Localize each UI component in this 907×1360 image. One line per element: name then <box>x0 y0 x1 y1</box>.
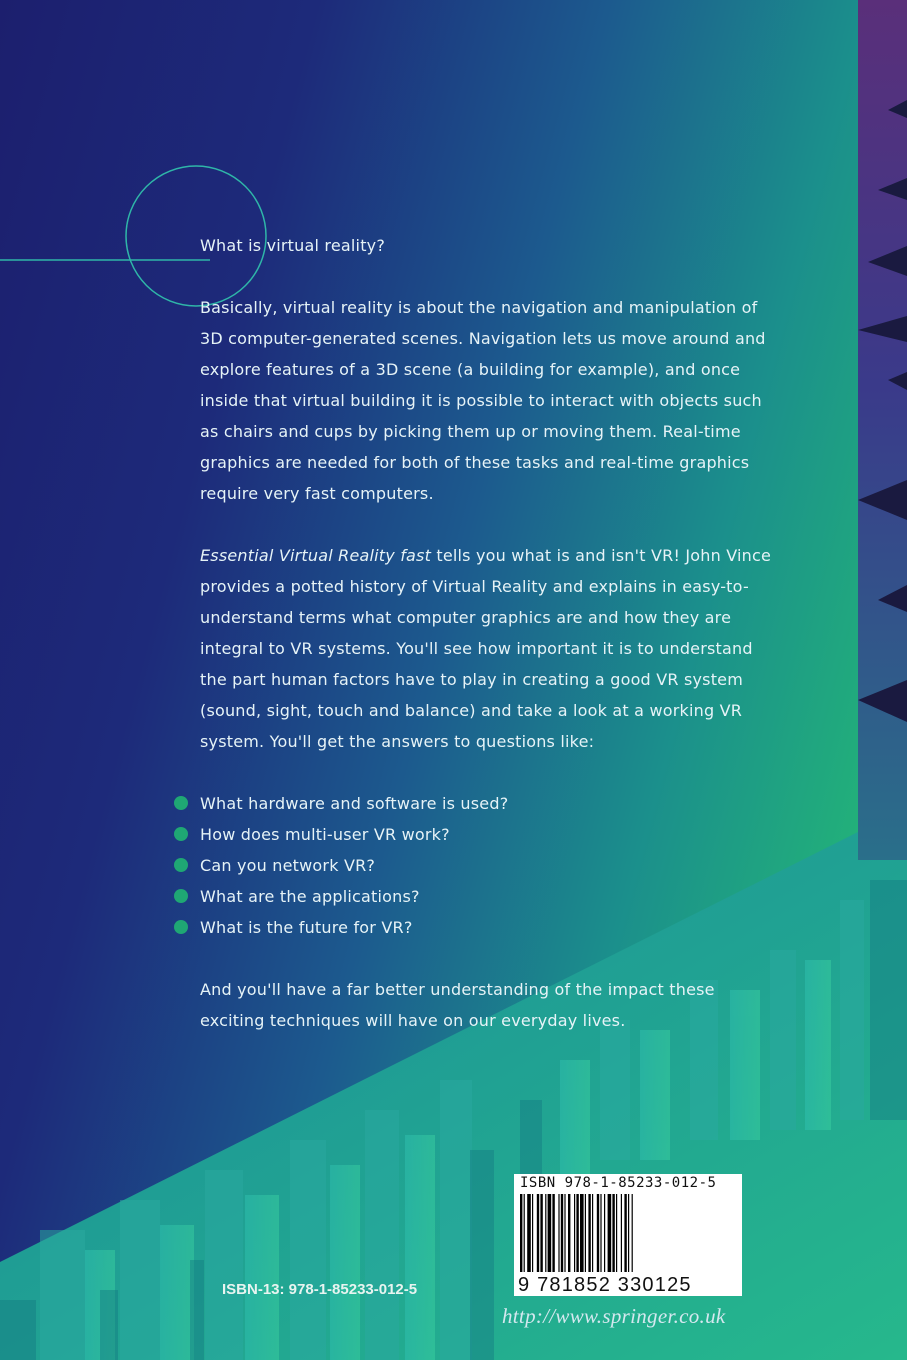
barcode-bar <box>580 1194 584 1272</box>
barcode-bar <box>558 1194 559 1272</box>
barcode-bar <box>616 1194 617 1272</box>
bullet-icon <box>174 827 188 841</box>
barcode-bar <box>527 1194 531 1272</box>
barcode-bar <box>545 1194 546 1272</box>
bullet-icon <box>174 920 188 934</box>
barcode-bar <box>604 1194 605 1272</box>
barcode-bar <box>564 1194 565 1272</box>
closing-paragraph: And you'll have a far better understanding of the impact these exciting techniques will have on our everyday lives. <box>200 980 715 1030</box>
barcode-bar <box>600 1194 601 1272</box>
barcode-bar <box>624 1194 626 1272</box>
list-item: Can you network VR? <box>200 850 780 881</box>
barcode-bar <box>552 1194 554 1272</box>
barcode-bar <box>588 1194 590 1272</box>
blurb-text <box>200 230 780 1067</box>
list-item: What hardware and software is used? <box>200 788 780 819</box>
description-text: tells you what is and isn't VR! John Vince provides a potted history of Virtual Reality and explains in easy-to-understand terms what computer graphics are and how they are integral to VR systems. You'll see how important it is to understand the part human factors have to play in creating a good VR system (sound, sight, touch and balance) and take a look at a working VR system. You'll get the answers to questions like: <box>200 546 772 751</box>
barcode-bar <box>520 1194 522 1272</box>
heading-question: What is virtual reality? <box>200 236 386 255</box>
intro-paragraph: Basically, virtual reality is about the navigation and manipulation of 3D computer-generated scenes. Navigation lets us move around and explore features of a 3D scene (a building for example), and once inside that virtual building it is possible to interact with objects such as chairs and cups by picking them up or moving them. Real-time graphics are needed for both of these tasks and real-time graphics require very fast computers. <box>200 298 766 503</box>
bullet-icon <box>174 858 188 872</box>
bullet-icon <box>174 889 188 903</box>
barcode-bar <box>597 1194 599 1272</box>
barcode-bar <box>532 1194 533 1272</box>
description-paragraph <box>200 540 780 757</box>
barcode-bar <box>537 1194 539 1272</box>
barcode-bar <box>608 1194 612 1272</box>
list-item: What are the applications? <box>200 881 780 912</box>
barcode-bar <box>585 1194 586 1272</box>
barcode-bar <box>574 1194 575 1272</box>
barcode-bar <box>576 1194 578 1272</box>
barcode-bar <box>568 1194 570 1272</box>
barcode-bar <box>612 1194 614 1272</box>
barcode-bar <box>540 1194 542 1272</box>
barcode-bar <box>592 1194 593 1272</box>
bullet-icon <box>174 796 188 810</box>
publisher-url[interactable]: http://www.springer.co.uk <box>502 1304 726 1328</box>
barcode-bar <box>628 1194 629 1272</box>
barcode-bar <box>524 1194 525 1272</box>
barcode-bar <box>621 1194 622 1272</box>
book-title: Essential Virtual Reality fast <box>200 546 432 565</box>
barcode <box>514 1174 742 1296</box>
barcode-bar <box>561 1194 563 1272</box>
list-item: How does multi-user VR work? <box>200 819 780 850</box>
barcode-bar <box>548 1194 552 1272</box>
barcode-bars <box>518 1194 738 1274</box>
strip-tick-marks <box>858 0 907 860</box>
barcode-digits: 9 781852 330125 <box>518 1274 692 1296</box>
list-item: What is the future for VR? <box>200 912 780 943</box>
barcode-isbn-label: ISBN 978-1-85233-012-5 <box>520 1175 717 1191</box>
barcode-bar <box>632 1194 633 1272</box>
question-list <box>200 788 780 943</box>
isbn13-label: ISBN-13: 978-1-85233-012-5 <box>222 1281 418 1298</box>
